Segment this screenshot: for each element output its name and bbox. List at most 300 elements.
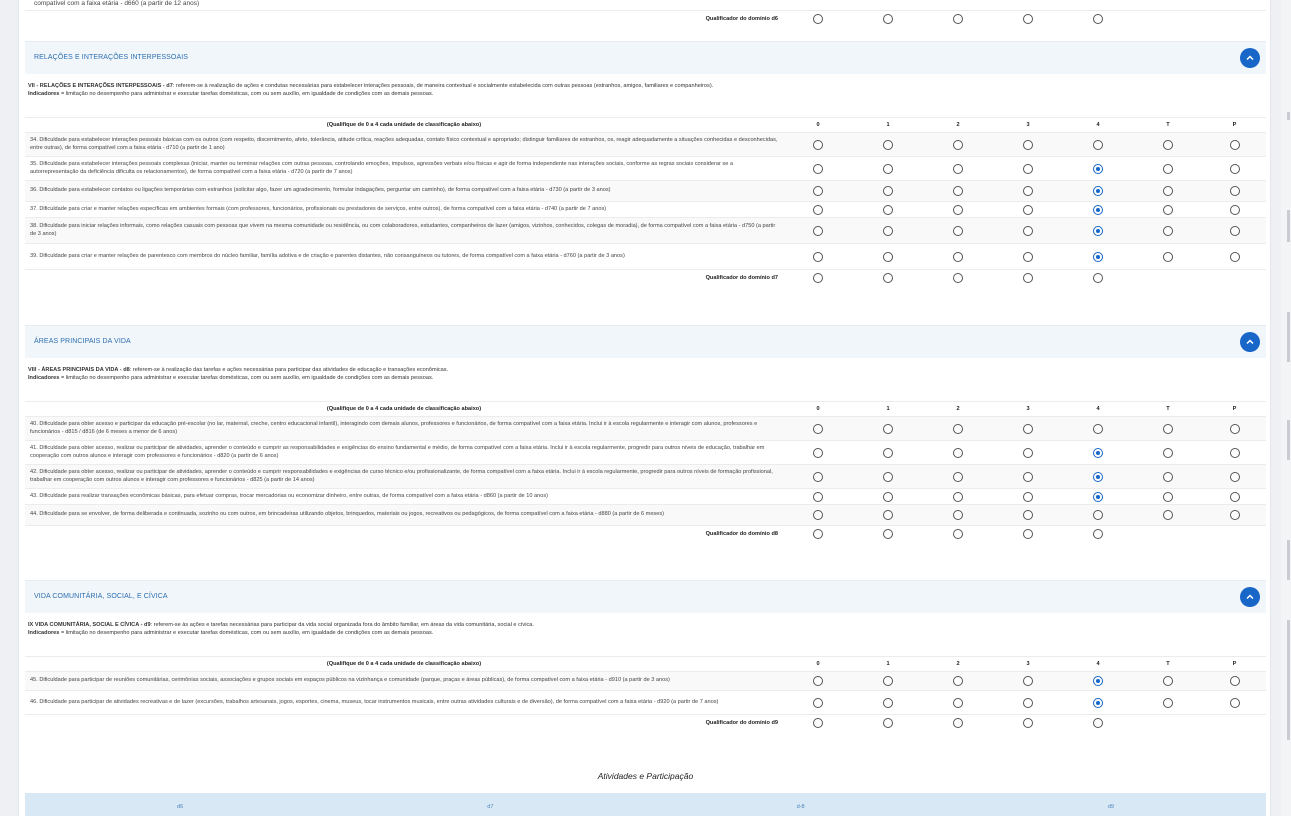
- radio-cell: [1203, 157, 1266, 181]
- previous-item-text-tail: compatível com a faixa etária - d660 (a partir de 12 anos): [34, 0, 200, 7]
- column-header-t: T: [1133, 657, 1203, 672]
- empty-cell: [1203, 11, 1266, 28]
- radio-cell: [923, 11, 993, 28]
- section-header: [25, 325, 1266, 358]
- item-text: 46. Dificuldade para participar de atividades recreativas e de lazer (excursões, trabalhos artesanais, jogos, esportes, cinema, museus, tocar instrumentos musicais, entre outras atividades culturais e de diversão), de forma compatível com a faixa etária - d920 (a partir de 7 anos): [25, 691, 783, 715]
- section-header: [25, 580, 1266, 613]
- radio-cell: [1063, 417, 1133, 441]
- radio-option-p[interactable]: [1230, 205, 1240, 215]
- radio-cell: [1063, 526, 1133, 543]
- radio-cell: [1203, 489, 1266, 505]
- radio-cell: [923, 181, 993, 202]
- radio-option-2[interactable]: [953, 186, 963, 196]
- radio-cell: [923, 505, 993, 526]
- radio-option-3[interactable]: [1023, 186, 1033, 196]
- radio-option-1[interactable]: [883, 698, 893, 708]
- empty-cell: [1133, 526, 1203, 543]
- radio-option-4[interactable]: [1093, 273, 1103, 283]
- item-text: 43. Dificuldade para realizar transações econômicas básicas, para efetuar compras, trocar mercadorias ou economizar dinheiro, entre outras, de forma compatível com a faixa etária - d860 (a partir de 10 anos): [25, 489, 783, 505]
- radio-option-4[interactable]: [1093, 186, 1103, 196]
- radio-option-2[interactable]: [953, 698, 963, 708]
- item-text: 45. Dificuldade para participar de reuniões comunitárias, cerimônias sociais, associações e grupos sociais em espaços públicos na vizinhança e comunidade (parque, praças e áreas públicas), de forma compatível com a faixa etária - d910 (a partir de 3 anos): [25, 672, 783, 691]
- radio-cell: [783, 715, 853, 732]
- radio-cell: [1133, 441, 1203, 465]
- item-text: 39. Dificuldade para criar e manter relações de parentesco com membros do núcleo familiar, família adotiva e de criação e parentes distantes, não consanguíneos ou tutores, de forma compatível com a faixa etária - d760 (a partir de 3 anos): [25, 244, 783, 270]
- column-header-1: 1: [853, 657, 923, 672]
- radio-option-t[interactable]: [1163, 186, 1173, 196]
- column-header-2: 2: [923, 657, 993, 672]
- scroll-marker: [1287, 540, 1290, 580]
- table-header-row: [25, 657, 1266, 672]
- radio-cell: [853, 465, 923, 489]
- radio-option-0[interactable]: [813, 529, 823, 539]
- empty-cell: [1133, 270, 1203, 287]
- radio-option-1[interactable]: [883, 492, 893, 502]
- radio-cell: [1063, 465, 1133, 489]
- section-title: ÁREAS PRINCIPAIS DA VIDA: [34, 338, 131, 345]
- column-header-4: 4: [1063, 402, 1133, 417]
- radio-cell: [1203, 202, 1266, 218]
- radio-option-2[interactable]: [953, 226, 963, 236]
- radio-cell: [923, 465, 993, 489]
- radio-cell: [1063, 202, 1133, 218]
- column-header-p: P: [1203, 402, 1266, 417]
- summary-column-d-8: d-8: [796, 804, 805, 810]
- column-header-0: 0: [783, 402, 853, 417]
- radio-option-1[interactable]: [883, 140, 893, 150]
- column-header-p: P: [1203, 657, 1266, 672]
- radio-option-2[interactable]: [953, 252, 963, 262]
- radio-cell: [993, 441, 1063, 465]
- radio-option-p[interactable]: [1230, 510, 1240, 520]
- radio-cell: [853, 441, 923, 465]
- radio-cell: [853, 157, 923, 181]
- qualifier-label: Qualificador do domínio d6: [25, 11, 783, 28]
- radio-option-p[interactable]: [1230, 164, 1240, 174]
- radio-cell: [923, 218, 993, 244]
- radio-option-1[interactable]: [883, 448, 893, 458]
- radio-cell: [783, 157, 853, 181]
- radio-cell: [1063, 715, 1133, 732]
- collapse-section-button[interactable]: [1240, 587, 1260, 607]
- chevron-up-icon: [1245, 53, 1255, 63]
- radio-cell: [1133, 244, 1203, 270]
- radio-cell: [993, 11, 1063, 28]
- radio-cell: [993, 526, 1063, 543]
- radio-option-3[interactable]: [1023, 448, 1033, 458]
- radio-option-1[interactable]: [883, 273, 893, 283]
- item-text: 41. Dificuldade para obter acesso, realizar ou participar de atividades, aprender o conteúdo e cumprir as responsabilidades e exigências do ensino fundamental e médio, de forma compatível com a faixa etária. Inclui ir à escola regularmente, progredir para outros níveis de educação, trabalhar em cooperação com outros alunos e interagir com professores e funcionários - d820 (a partir de 6 anos): [25, 441, 783, 465]
- radio-option-2[interactable]: [953, 510, 963, 520]
- summary-title: Atividades e Participação: [597, 771, 694, 781]
- column-header-t: T: [1133, 402, 1203, 417]
- radio-option-1[interactable]: [883, 510, 893, 520]
- radio-cell: [993, 270, 1063, 287]
- radio-option-3[interactable]: [1023, 205, 1033, 215]
- column-header-t: T: [1133, 118, 1203, 133]
- radio-option-1[interactable]: [883, 164, 893, 174]
- radio-option-0[interactable]: [813, 273, 823, 283]
- summary-column-d9: d9: [1107, 804, 1114, 810]
- radio-option-3[interactable]: [1023, 14, 1033, 24]
- radio-cell: [923, 526, 993, 543]
- section-header: [25, 41, 1266, 74]
- radio-cell: [1133, 417, 1203, 441]
- column-header-4: 4: [1063, 118, 1133, 133]
- qualifier-label: Qualificador do domínio d9: [25, 715, 783, 732]
- table-row: [25, 218, 1266, 244]
- radio-cell: [1203, 505, 1266, 526]
- description-title: IX VIDA COMUNITÁRIA, SOCIAL E CÍVICA - d9: [28, 622, 151, 628]
- radio-cell: [923, 489, 993, 505]
- empty-cell: [1203, 526, 1266, 543]
- radio-option-4[interactable]: [1093, 14, 1103, 24]
- radio-option-t[interactable]: [1163, 164, 1173, 174]
- radio-cell: [1203, 218, 1266, 244]
- qualifier-row: [25, 11, 1266, 28]
- radio-option-2[interactable]: [953, 529, 963, 539]
- radio-cell: [783, 417, 853, 441]
- empty-cell: [1133, 11, 1203, 28]
- radio-cell: [1063, 489, 1133, 505]
- radio-cell: [1063, 218, 1133, 244]
- radio-option-t[interactable]: [1163, 676, 1173, 686]
- radio-option-2[interactable]: [953, 424, 963, 434]
- radio-option-3[interactable]: [1023, 273, 1033, 283]
- radio-option-t[interactable]: [1163, 448, 1173, 458]
- item-text: 37. Dificuldade para criar e manter relações específicas em ambientes formais (com professores, funcionários, profissionais ou prestadores de serviços, entre outros), de forma compatível com a faixa etária - d740 (a partir de 7 anos): [25, 202, 783, 218]
- radio-option-0[interactable]: [813, 205, 823, 215]
- radio-option-2[interactable]: [953, 676, 963, 686]
- qualifier-row: [25, 526, 1266, 543]
- column-header-4: 4: [1063, 657, 1133, 672]
- radio-cell: [1063, 441, 1133, 465]
- radio-cell: [1133, 181, 1203, 202]
- radio-cell: [1203, 133, 1266, 157]
- radio-option-3[interactable]: [1023, 529, 1033, 539]
- table-row: [25, 465, 1266, 489]
- radio-option-t[interactable]: [1163, 252, 1173, 262]
- radio-option-3[interactable]: [1023, 140, 1033, 150]
- radio-cell: [923, 715, 993, 732]
- radio-cell: [853, 715, 923, 732]
- radio-cell: [993, 672, 1063, 691]
- radio-option-p[interactable]: [1230, 472, 1240, 482]
- radio-option-0[interactable]: [813, 676, 823, 686]
- radio-option-2[interactable]: [953, 273, 963, 283]
- item-text: 40. Dificuldade para obter acesso e participar da educação pré-escolar (no lar, maternal, creche, centro educacional infantil), interagindo com demais alunos, professores e funcionários, de forma compatível com a faixa etária. Inclui ir à escola regularmente e interagir com alunos, professores e funcionários - d815 / d816 (de 6 meses a menor de 6 anos): [25, 417, 783, 441]
- radio-option-4[interactable]: [1093, 676, 1103, 686]
- radio-option-t[interactable]: [1163, 424, 1173, 434]
- item-text: 35. Dificuldade para estabelecer interações pessoais complexas (iniciar, manter ou terminar relações com outras pessoas, controlando emoções, impulsos, agressões verbais e/ou físicas e agir de forma independente nas interações sociais, conforme as regras sociais considerar se a autorrepresentação da deficiência dificulta os relacionamentos), de forma compatível com a faixa etária - d720 (a partir de 7 anos): [25, 157, 783, 181]
- scroll-marker: [1287, 620, 1290, 740]
- radio-option-t[interactable]: [1163, 205, 1173, 215]
- radio-cell: [1133, 218, 1203, 244]
- rating-table: [25, 117, 1266, 287]
- radio-option-3[interactable]: [1023, 252, 1033, 262]
- radio-cell: [1133, 465, 1203, 489]
- indicadores-text: = limitação no desempenho para administrar e executar tarefas domésticas, com ou sem auxílio, em igualdade de condições com as demais pessoas.: [59, 630, 434, 636]
- section-description: [28, 82, 1258, 98]
- item-text: 38. Dificuldade para iniciar relações informais, como relações casuais com pessoas que vivem na mesma comunidade ou residência, ou com colaboradores, estudantes, companheiros de lazer (amigos, vizinhos, conhecidos, colegas de moradia), de forma compatível com a faixa etária - d750 (a partir de 3 anos): [25, 218, 783, 244]
- radio-option-0[interactable]: [813, 164, 823, 174]
- radio-option-4[interactable]: [1093, 448, 1103, 458]
- indicadores-text: = limitação no desempenho para administrar e executar tarefas domésticas, com ou sem auxílio, em igualdade de condições com as demais pessoas.: [59, 375, 434, 381]
- radio-cell: [783, 133, 853, 157]
- summary-column-d6: d6: [177, 804, 184, 810]
- radio-option-0[interactable]: [813, 472, 823, 482]
- radio-cell: [853, 181, 923, 202]
- radio-cell: [993, 489, 1063, 505]
- radio-option-0[interactable]: [813, 424, 823, 434]
- rating-table: [25, 656, 1266, 732]
- form-page: [18, 0, 1271, 816]
- radio-cell: [853, 691, 923, 715]
- radio-cell: [993, 218, 1063, 244]
- radio-option-t[interactable]: [1163, 472, 1173, 482]
- radio-option-3[interactable]: [1023, 510, 1033, 520]
- radio-option-3[interactable]: [1023, 676, 1033, 686]
- radio-option-1[interactable]: [883, 472, 893, 482]
- radio-option-1[interactable]: [883, 226, 893, 236]
- radio-option-p[interactable]: [1230, 676, 1240, 686]
- radio-option-p[interactable]: [1230, 140, 1240, 150]
- column-header-3: 3: [993, 402, 1063, 417]
- column-header-1: 1: [853, 118, 923, 133]
- radio-option-0[interactable]: [813, 448, 823, 458]
- item-text: 42. Dificuldade para obter acesso, realizar ou participar de atividades, aprender o conteúdo e cumprir responsabilidades e exigências de curso técnico e/ou profissionalizante, de forma compatível com a faixa etária. Inclui ir à escola regularmente, progredir para outros níveis de formação profissional, trabalhar em cooperação com outros alunos e interagir com professores e funcionários - d825 (a partir de 14 anos): [25, 465, 783, 489]
- radio-cell: [1063, 505, 1133, 526]
- radio-cell: [853, 244, 923, 270]
- description-title: VIII - ÁREAS PRINCIPAIS DA VIDA - d8: [28, 367, 130, 373]
- radio-option-3[interactable]: [1023, 226, 1033, 236]
- radio-option-4[interactable]: [1093, 226, 1103, 236]
- radio-option-4[interactable]: [1093, 718, 1103, 728]
- radio-option-3[interactable]: [1023, 698, 1033, 708]
- radio-cell: [923, 672, 993, 691]
- indicadores-text: = limitação no desempenho para administrar e executar tarefas domésticas, com ou sem auxílio, em igualdade de condições com as demais pessoas.: [59, 91, 434, 97]
- radio-cell: [853, 505, 923, 526]
- empty-cell: [1203, 270, 1266, 287]
- radio-cell: [1203, 244, 1266, 270]
- radio-option-2[interactable]: [953, 472, 963, 482]
- radio-cell: [1063, 691, 1133, 715]
- radio-option-1[interactable]: [883, 718, 893, 728]
- radio-option-0[interactable]: [813, 186, 823, 196]
- radio-option-4[interactable]: [1093, 492, 1103, 502]
- radio-option-0[interactable]: [813, 492, 823, 502]
- radio-option-4[interactable]: [1093, 140, 1103, 150]
- radio-cell: [853, 133, 923, 157]
- radio-cell: [1063, 11, 1133, 28]
- radio-cell: [783, 218, 853, 244]
- radio-option-p[interactable]: [1230, 492, 1240, 502]
- table-row: [25, 489, 1266, 505]
- table-row: [25, 133, 1266, 157]
- column-header-2: 2: [923, 118, 993, 133]
- radio-cell: [853, 11, 923, 28]
- radio-option-0[interactable]: [813, 252, 823, 262]
- radio-option-t[interactable]: [1163, 140, 1173, 150]
- radio-option-4[interactable]: [1093, 698, 1103, 708]
- radio-cell: [1063, 270, 1133, 287]
- radio-option-4[interactable]: [1093, 510, 1103, 520]
- radio-option-0[interactable]: [813, 226, 823, 236]
- radio-option-2[interactable]: [953, 140, 963, 150]
- radio-option-1[interactable]: [883, 676, 893, 686]
- radio-cell: [1063, 244, 1133, 270]
- radio-option-1[interactable]: [883, 252, 893, 262]
- radio-option-4[interactable]: [1093, 472, 1103, 482]
- collapse-section-button[interactable]: [1240, 48, 1260, 68]
- radio-cell: [923, 691, 993, 715]
- empty-cell: [1203, 715, 1266, 732]
- description-text: : referem-se às ações e tarefas necessárias para participar da vida social organizada fora do âmbito familiar, em áreas da vida comunitária, social e cívica.: [150, 622, 534, 628]
- qualifier-row: [25, 715, 1266, 732]
- radio-cell: [923, 202, 993, 218]
- radio-option-4[interactable]: [1093, 252, 1103, 262]
- radio-cell: [853, 202, 923, 218]
- table-row: [25, 157, 1266, 181]
- qualifier-row: [25, 270, 1266, 287]
- radio-cell: [1133, 133, 1203, 157]
- radio-cell: [1203, 441, 1266, 465]
- scroll-marker: [1287, 420, 1290, 460]
- radio-cell: [1063, 181, 1133, 202]
- column-header-p: P: [1203, 118, 1266, 133]
- radio-cell: [783, 691, 853, 715]
- qualifier-label: Qualificador do domínio d8: [25, 526, 783, 543]
- radio-option-t[interactable]: [1163, 510, 1173, 520]
- table-row: [25, 202, 1266, 218]
- radio-option-p[interactable]: [1230, 226, 1240, 236]
- column-header-1: 1: [853, 402, 923, 417]
- radio-cell: [783, 202, 853, 218]
- radio-option-2[interactable]: [953, 492, 963, 502]
- radio-cell: [923, 157, 993, 181]
- radio-cell: [1133, 505, 1203, 526]
- radio-option-4[interactable]: [1093, 164, 1103, 174]
- table-row: [25, 505, 1266, 526]
- radio-option-1[interactable]: [883, 186, 893, 196]
- table-header-instructions: (Qualifique de 0 a 4 cada unidade de classificação abaixo): [25, 402, 783, 417]
- radio-cell: [783, 270, 853, 287]
- radio-option-0[interactable]: [813, 718, 823, 728]
- radio-cell: [853, 672, 923, 691]
- table-row: [25, 672, 1266, 691]
- radio-cell: [993, 715, 1063, 732]
- table-header-instructions: (Qualifique de 0 a 4 cada unidade de classificação abaixo): [25, 657, 783, 672]
- description-text: : referem-se à realização das tarefas e ações necessárias para participar das atividades de educação e transações econômicas.: [129, 367, 449, 373]
- item-text: 44. Dificuldade para se envolver, de forma deliberada e continuada, sozinho ou com outros, em brincadeiras utilizando objetos, brinquedos, materiais ou jogos, recreativos ou pedagógicos, de forma compatível com a faixa etária - d880 (a partir de 6 meses): [25, 505, 783, 526]
- radio-cell: [923, 270, 993, 287]
- radio-option-3[interactable]: [1023, 472, 1033, 482]
- section-title: VIDA COMUNITÁRIA, SOCIAL, E CÍVICA: [34, 593, 168, 600]
- collapse-section-button[interactable]: [1240, 332, 1260, 352]
- radio-cell: [783, 244, 853, 270]
- radio-option-3[interactable]: [1023, 424, 1033, 434]
- radio-cell: [1203, 691, 1266, 715]
- radio-option-p[interactable]: [1230, 424, 1240, 434]
- radio-cell: [1203, 417, 1266, 441]
- chevron-up-icon: [1245, 592, 1255, 602]
- radio-cell: [993, 244, 1063, 270]
- radio-cell: [1063, 133, 1133, 157]
- radio-option-2[interactable]: [953, 205, 963, 215]
- radio-cell: [783, 441, 853, 465]
- scroll-marker: [1287, 210, 1290, 242]
- indicadores-label: Indicadores: [28, 91, 60, 97]
- radio-option-1[interactable]: [883, 205, 893, 215]
- radio-option-p[interactable]: [1230, 448, 1240, 458]
- radio-option-2[interactable]: [953, 448, 963, 458]
- radio-option-2[interactable]: [953, 14, 963, 24]
- radio-option-0[interactable]: [813, 510, 823, 520]
- radio-option-4[interactable]: [1093, 529, 1103, 539]
- radio-option-1[interactable]: [883, 424, 893, 434]
- radio-cell: [923, 133, 993, 157]
- radio-option-p[interactable]: [1230, 186, 1240, 196]
- radio-cell: [783, 505, 853, 526]
- radio-option-2[interactable]: [953, 164, 963, 174]
- table-row: [25, 691, 1266, 715]
- table-row: [25, 417, 1266, 441]
- radio-option-t[interactable]: [1163, 226, 1173, 236]
- radio-cell: [1133, 489, 1203, 505]
- radio-option-t[interactable]: [1163, 698, 1173, 708]
- radio-option-1[interactable]: [883, 529, 893, 539]
- radio-cell: [993, 465, 1063, 489]
- radio-cell: [783, 465, 853, 489]
- radio-cell: [783, 489, 853, 505]
- radio-cell: [853, 417, 923, 441]
- radio-cell: [853, 489, 923, 505]
- indicadores-label: Indicadores: [28, 630, 60, 636]
- radio-option-1[interactable]: [883, 14, 893, 24]
- radio-option-0[interactable]: [813, 14, 823, 24]
- table-header-row: [25, 118, 1266, 133]
- radio-option-3[interactable]: [1023, 492, 1033, 502]
- radio-option-0[interactable]: [813, 140, 823, 150]
- table-row: [25, 244, 1266, 270]
- radio-option-t[interactable]: [1163, 492, 1173, 502]
- radio-cell: [1133, 691, 1203, 715]
- table-row: [25, 441, 1266, 465]
- radio-option-3[interactable]: [1023, 164, 1033, 174]
- radio-option-0[interactable]: [813, 698, 823, 708]
- radio-option-2[interactable]: [953, 718, 963, 728]
- radio-option-4[interactable]: [1093, 424, 1103, 434]
- column-header-0: 0: [783, 118, 853, 133]
- item-text: 34. Dificuldade para estabelecer interações pessoais básicas com os outros (com respeito, discernimento, afeto, tolerância, atitude crítica, reações adequadas, contato físico contextual e apropriado; distinguir familiares de estranhos, os, reagir adequadamente a situações conhecidas e desconhecidas, entre outras), de forma compatível com a faixa etária - d710 (a partir de 1 ano): [25, 133, 783, 157]
- radio-cell: [1063, 157, 1133, 181]
- radio-cell: [783, 672, 853, 691]
- radio-option-4[interactable]: [1093, 205, 1103, 215]
- column-header-3: 3: [993, 118, 1063, 133]
- summary-column-d7: d7: [487, 804, 494, 810]
- radio-cell: [993, 181, 1063, 202]
- qualifier-label: Qualificador do domínio d7: [25, 270, 783, 287]
- description-text: : referem-se à realização de ações e condutas necessárias para estabelecer interações pessoais, de maneira contextual e socialmente estabelecida com outras pessoas (estranhos, amigos, familiares e companheiros).: [172, 83, 714, 89]
- scroll-marker: [1287, 112, 1290, 120]
- radio-option-3[interactable]: [1023, 718, 1033, 728]
- radio-option-p[interactable]: [1230, 698, 1240, 708]
- radio-cell: [853, 270, 923, 287]
- radio-option-p[interactable]: [1230, 252, 1240, 262]
- table-row: [25, 181, 1266, 202]
- section-description: [28, 366, 1258, 382]
- description-title: VII - RELAÇÕES E INTERAÇÕES INTERPESSOAIS - d7: [28, 83, 173, 89]
